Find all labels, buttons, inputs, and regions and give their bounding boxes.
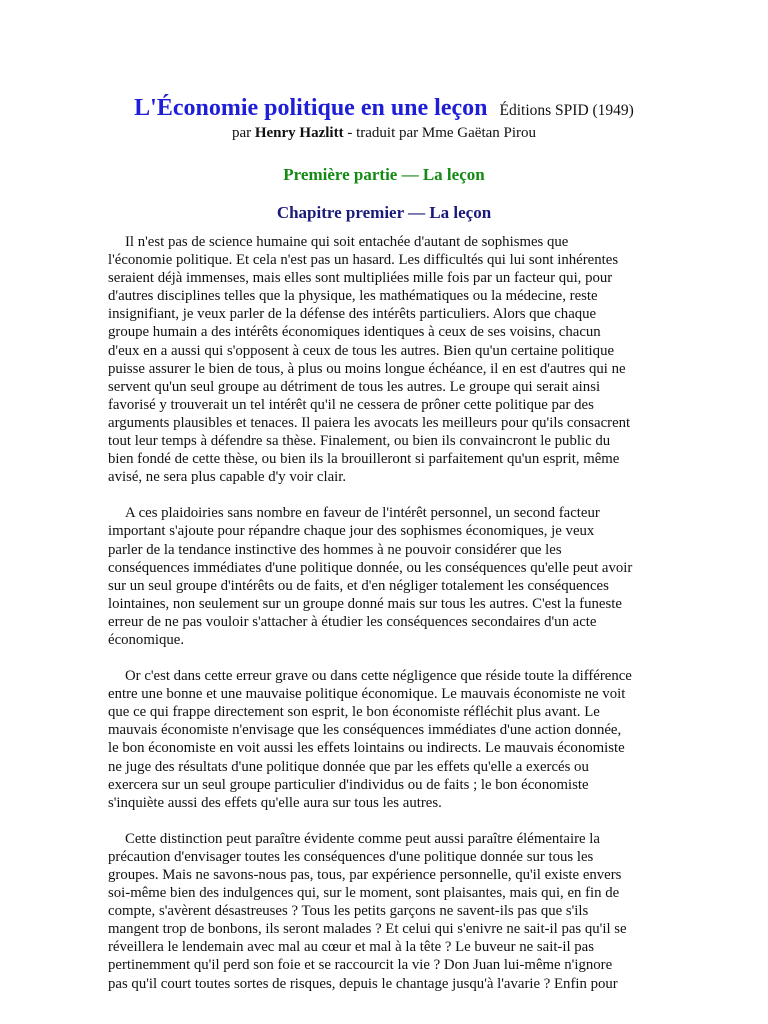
text-line: que ce qui frappe directement son esprit, le bon économiste réfléchit plus avant. Le: [108, 704, 600, 721]
text-line: ne juge des résultats d'une politique donnée que par les effets qu'elle a exercés ou: [108, 758, 589, 775]
document-header: [0, 88, 768, 225]
text-line: erreur de ne pas vouloir s'attacher à étudier les conséquences secondaires d'un acte: [108, 613, 597, 630]
text-line: arguments plausibles et tenaces. Il paiera les avocats les meilleurs pour qu'ils consacrent: [108, 414, 631, 431]
text-line: soi-même bien des indulgences qui, sur le moment, sont plaisantes, mais qui, en fin de: [108, 885, 620, 902]
text-line: tout leur temps à défendre sa thèse. Finalement, ou bien ils convaincront le public du: [108, 433, 611, 450]
text-line: pas qu'il court toutes sortes de risques, depuis le chantage jusqu'à l'avarie ? Enfin pour: [108, 975, 618, 992]
text-line: avisé, ne sera plus capable d'y voir clair.: [108, 469, 347, 486]
text-line: exercera sur un seul groupe particulier d'individus ou de faits ; le bon économiste: [108, 776, 589, 793]
text-line: d'autres disciplines telles que la physique, les mathématiques ou la médecine, reste: [108, 288, 598, 305]
text-line: réveillera le lendemain avec mal au cœur et mal à la tête ? Le buveur ne sait-il pas: [108, 939, 595, 956]
paragraph: [108, 504, 668, 649]
text-line: le bon économiste en voit aussi les effets lointains ou indirects. Le mauvais économiste: [108, 740, 625, 757]
text-line: important s'ajoute pour répandre chaque jour des sophismes économiques, je veux: [108, 523, 595, 540]
text-line: l'économie politique. Et cela n'est pas un hasard. Les difficultés qui lui sont inhérentes: [108, 252, 619, 269]
text-line: servent qu'un seul groupe au détriment de tous les autres. Le groupe qui serait ainsi: [108, 378, 601, 395]
author-name: Henry Hazlitt: [254, 125, 344, 141]
text-line: seraient déjà immenses, mais elles sont multipliées mille fois par un facteur qui, pour: [108, 270, 613, 287]
text-line: précaution d'envisager toutes les conséquences d'une politique donnée sur tous les: [108, 848, 594, 865]
text-line: parler de la tendance instinctive des hommes à ne pouvoir considérer que les: [108, 541, 562, 558]
paragraph: [108, 667, 668, 812]
text-line: lointaines, non seulement sur un groupe donné mais sur tous les autres. C'est la funeste: [108, 595, 622, 612]
text-line: groupe humain a des intérêts économiques identiques à ceux de ses voisins, chacun: [108, 324, 601, 341]
text-line: groupes. Mais ne savons-nous pas, tous, par expérience personnelle, qu'il existe envers: [108, 867, 622, 883]
paragraph: [108, 233, 668, 486]
text-line: A ces plaidoiries sans nombre en faveur de l'intérêt personnel, un second facteur: [125, 505, 600, 522]
text-line: d'eux en a aussi qui s'opposent à ceux de tous les autres. Bien qu'un certaine politique: [108, 342, 615, 359]
paragraph: [108, 830, 668, 993]
text-line: sur un seul groupe d'intérêts ou de faits, et d'en négliger totalement les conséquences: [108, 577, 609, 594]
text-line: Cette distinction peut paraître évidente comme peut aussi paraître élémentaire la: [125, 830, 600, 847]
text-line: pertinemment qu'il perd son foie et se raccourcit la vie ? Don Juan lui-même n'ignore: [108, 957, 613, 974]
byline-translator: - traduit par Mme Gaëtan Pirou: [343, 125, 537, 141]
book-title: L'Économie politique en une leçon: [134, 95, 488, 121]
text-line: mauvais économiste n'envisage que les conséquences immédiates d'une action donnée,: [108, 722, 622, 739]
text-line: bien fondé de cette thèse, ou bien ils la brouilleront si parfaitement qu'un esprit, même: [108, 451, 620, 468]
text-line: mangent trop de bonbons, ils seront malades ? Et celui qui s'enivre ne sait-il pas qu'il se: [108, 921, 627, 938]
text-line: s'inquiète aussi des effets qu'elle aura sur tous les autres.: [108, 794, 442, 811]
chapter-title: Chapitre premier — La leçon: [276, 203, 492, 222]
byline-prefix: par: [231, 125, 255, 141]
text-line: insignifiant, je veux parler de la défense des intérêts particuliers. Alors que chaque: [108, 306, 597, 323]
byline: [0, 123, 768, 143]
text-line: puisse assurer le bien de tous, à plus ou moins longue échéance, il en est d'autres qui ne: [108, 360, 626, 377]
text-line: Il n'est pas de science humaine qui soit entachée d'autant de sophismes que: [125, 234, 569, 250]
text-line: économique.: [108, 631, 185, 648]
chapter-body: [108, 233, 668, 1011]
text-line: Or c'est dans cette erreur grave ou dans cette négligence que réside toute la différence: [125, 668, 632, 685]
part-title: Première partie — La leçon: [283, 165, 485, 184]
text-line: compte, s'avèrent désastreuses ? Tous les petits garçons ne savent-ils pas que s'ils: [108, 903, 589, 920]
text-line: entre une bonne et une mauvaise politique économique. Le mauvais économiste ne voit: [108, 686, 626, 703]
text-line: conséquences immédiates d'une politique donnée, ou les conséquences qu'elle peut avoir: [108, 559, 633, 576]
text-line: favorisé y trouverait un tel intérêt qu'il ne cessera de prôner cette politique par des: [108, 396, 594, 413]
edition-info: Éditions SPID (1949): [499, 102, 634, 119]
